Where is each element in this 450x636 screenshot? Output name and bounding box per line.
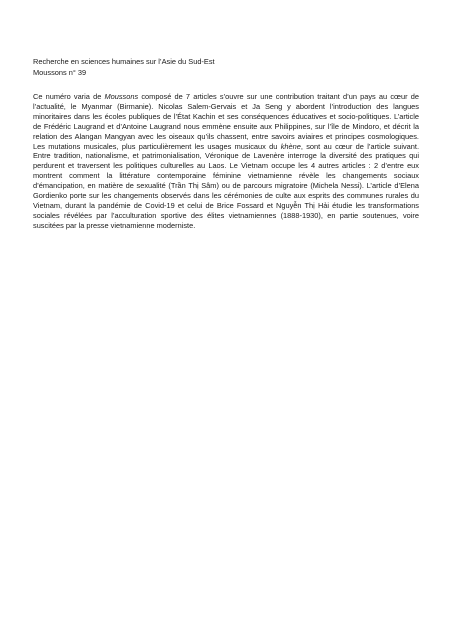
journal-title: Recherche en sciences humaines sur l’Asie du Sud-Est (33, 57, 215, 66)
text-segment: , sont au cœur de l’article suivant. Entre tradition, nationalisme, et patrimonialisation, Véronique de Lavenère interroge la diversité des pratiques qui perdurent et traversent les politiques culturelles au Laos. Le Vietnam occupe les 4 autres articles : 2 d’entre eux montrent comment la littérature contemporaine féminine vietnamienne révèle les changements sociaux d’émancipation, en matière de sexualité (Trần Thị Sâm) ou de parcours migratoire (Michela Nessi). L’article d’Elena Gordienko porte sur les changements observés dans les cérémonies de culte aux esprits des communes rurales du Vietnam, durant la pandémie de Covid-19 et celui de Brice Fossard et Nguyễn Thị Hải étudie les transformations sociales révélées par l’acculturation sportive des élites vietnamiennes (1888-1930), en partie soutenues, voire suscitées par la presse vietnamienne moderniste. (33, 141, 420, 230)
instrument-name-italic: khène (280, 141, 301, 151)
journal-name-italic: Moussons (104, 92, 139, 101)
body-paragraph (33, 92, 419, 231)
text-segment: Ce numéro varia de (33, 92, 105, 101)
document-page (33, 56, 419, 231)
text-segment: composé de 7 articles s’ouvre sur une contribution traitant d’un pays au cœur de l’actualité, le Myanmar (Birmanie). Nicolas Salem-Gervais et Ja Seng y abordent l’introduction des langues minoritaires dans les écoles publiques de l’État Kachin et ses conséquences éducatives et socio-politiques. L’article de Frédéric Laugrand et d’Antoine Laugrand nous emmène ensuite aux Philippines, sur l’île de Mindoro, et décrit la relation des Alangan Mangyan avec les oiseaux qu’ils chassent, entre savoirs aviaires et principes cosmologiques. Les mutations musicales, plus particulièrement les usages musicaux du (33, 92, 419, 151)
issue-number: Moussons n° 39 (33, 68, 87, 77)
